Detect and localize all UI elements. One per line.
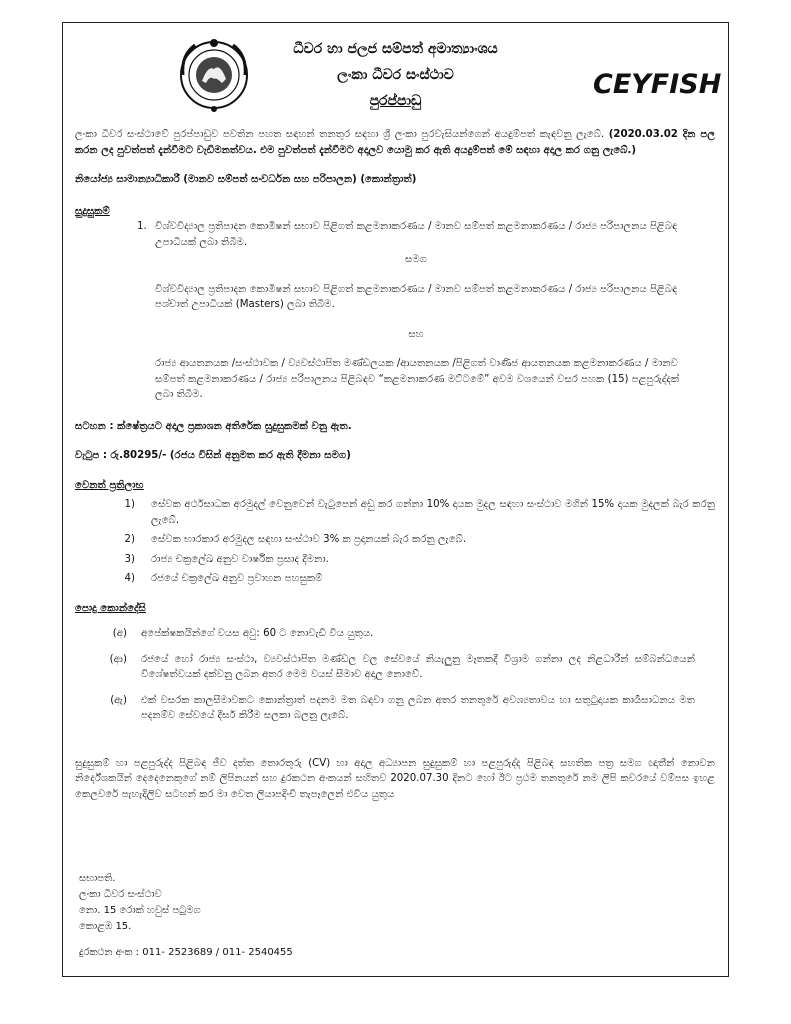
corporation-title: ලංකා ධීවර සංස්ථාව [337,67,454,83]
list-item: (ඇ) එක් වසරක කාලසීමාවකට කොන්ත්‍රාත් පදනම මත බඳවා ගනු ලබන අතර තනතුරේ අවශ්‍යතාවය හා සතුටුදායක කාර්‍යසාධනය මත පදනම්ව සේවයේ දීර්ඝ කිරීම සලකා බලනු ලැබේ. [110,694,695,721]
ceyfish-logo-text: CEYFISH [593,69,722,100]
list-item: 1) සේවක අර්ථසාධක අරමුදල් වෙනුවෙන් වැටුපෙන් අඩු කර ගන්නා 10% දායක මුදල සඳහා සංස්ථාව මගින් 15% දායක මුදලක් බැර කරනු ලැබේ. [124,499,715,526]
contact-line: ලංකා ධීවර සංස්ථාව [79,889,162,900]
ceyfish-logo [591,61,722,101]
contact-address [79,871,201,935]
notice-body [75,127,715,802]
salary: වැටුප : රු.80295/- (රජය විසින් අනුමත කර ඇති දීමනා සමග) [75,450,351,461]
contact-line: සභාපති. [79,873,116,884]
list-item: 3) රාජ්‍ය චක්‍රලේඛ අනුව වාර්ෂික ප්‍රසාද දීමනා. [124,553,329,565]
list-item: (ආ) රජයේ හෝ රාජ්‍ය සංස්ථා, ව්‍යවස්ථාපිත මණ්ඩල වල සේවයේ නියැලුනු මෑතකදී විශ්‍රාම ගන්නා ලද නිළධාරීන් සම්බන්ධයෙන් විශේෂත්වයක් දක්වනු ලබන අතර මෙම වයස් සීමාව අදාල නොවේ. [109,653,695,680]
notice-header [63,23,728,123]
intro-bold-text: (2020.03.02 දින පල කරන ලද පුවත්පත් දැන්වීමට වැඩිමනත්වය. එම පුවත්පත් දැන්වීමට අදාලව යොමු කර ඇති අයදුම්පත් මේ සඳහා අදාල කර ගනු ලැබේ.) [75,129,715,156]
contact-line: කොළඹ 15. [79,921,132,932]
intro-text: ලංකා ධීවර සංස්ථාවේ පුරප්පාඩුව පවතින පහත සඳහන් තනතුර සඳහා ශ්‍රී ලංකා පුරවැසියන්ගෙන් අයදුම්පත් කැඳවනු ලැබේ. [75,129,605,140]
phone-numbers: දුරකථන අංක : 011- 2523689 / 011- 2540455 [79,947,293,958]
contact-line: නො. 15 රොක් හවුස් පටුමග [79,905,201,916]
general-conditions-heading: පොදු කොන්දේසි [75,602,146,614]
list-item: (අ) අපේක්ෂකයින්ගේ වයස අවු: 60 ට නොවැඩි විය යුතුය. [112,628,374,639]
qualification-and: සමග [405,254,427,265]
qualifications-heading: සුදුසුකම් [75,205,110,217]
list-item: 4) රජයේ චක්‍රලේඛ අනුව ප්‍රවාහන පහසුකම් [124,573,323,584]
qualification-num: 1. [137,221,147,232]
intro-paragraph [75,127,715,158]
qualification-item [137,219,695,250]
vacancies-title: පුරප්පාඩු [369,93,422,109]
benefits-heading: වෙනත් ප්‍රතිලාභ [75,479,144,491]
application-instructions: සුදුසුකම් හා පළපුරුද්ද පිළිබඳ ජීව දත්ත තොරතුරු (CV) හා අදාල අධ්‍යාපන සුදුසුකම් හා පළපුරුද්ද පිළිබඳ සහතික පත්‍ර සමග ඥාතීන් නොවන නිර්දේශකයින් දෙදෙනෙකුගේ නම් ලිපිනයන් සහ දුරකථන අංකයන් සහිතව 2020.07.30 දිනට හෝ ඊට ප්‍රථම තනතුරේ නම ලිපි කවරයේ වම්පස ඉහළ කෙලවරේ පැහැදිලිව සටහන් කර මා වෙත ලියාපදිංචි තැපෑලෙන් එවිය යුතුය [75,757,715,800]
ministry-title: ධීවර හා ජලජ සම්පත් අමාත්‍යාංශය [293,41,498,57]
qualification-text-3: රාජ්‍ය ආයතනයක /සංස්ථාවක / ව්‍යවස්ථාපිත මණ්ඩලයක /ආයතනයක /පිළිගත් වාණිජ ආයතනයක කළමනාකරණය / මානව සම්පත් කළමනාකරණය / රාජ්‍ය පරිපාලනය පිළිබඳව “කළමනාකරණ මට්ටමේ” අවම වශයෙන් වසර පහක (15) පළපුරුද්දක් ලබා තිබීම. [155,358,680,400]
general-conditions-list [75,626,715,724]
benefits-list [75,497,715,587]
list-item: 2) සේවක භාරකාර අරමුදල සඳහා සංස්ථාව 3% ක ප්‍රදානයක් බැර කරනු ලැබේ. [124,534,467,545]
position-title: නියෝජ්‍ය සාමාන්‍යාධිකාරී (මානව සම්පත් සංවර්ධන සහ පරිපාලන) (කොන්ත්‍රාත්) [75,174,417,185]
note: සටහන : ක්ෂේත්‍රයට අදාල ප්‍රකාශන අතිරේක සුදුසුකමක් වනු ඇත. [75,420,352,432]
qualification-and-2: සහ [408,328,424,340]
qualifications-list [75,219,715,403]
qualification-text-2: විශ්වවිද්‍යාල ප්‍රතිපාදන කොමිෂන් සභාව පිළිගත් කළමනාකරණය / මානව සම්පත් කළමනාකරණය / රාජ්‍ය පරිපාලනය පිළිබඳ පශ්චාත් උපාධියක් (Masters) ලබා තිබීම. [155,283,678,310]
notice-frame [62,22,729,977]
qualification-text: විශ්වවිද්‍යාල ප්‍රතිපාදන කොමිෂන් සභාව පිළිගත් කළමනාකරණය / මානව සම්පත් කළමනාකරණය / රාජ්‍ය පරිපාලනය පිළිබඳ උපාධියක් ලබා තිබීම. [155,221,678,248]
